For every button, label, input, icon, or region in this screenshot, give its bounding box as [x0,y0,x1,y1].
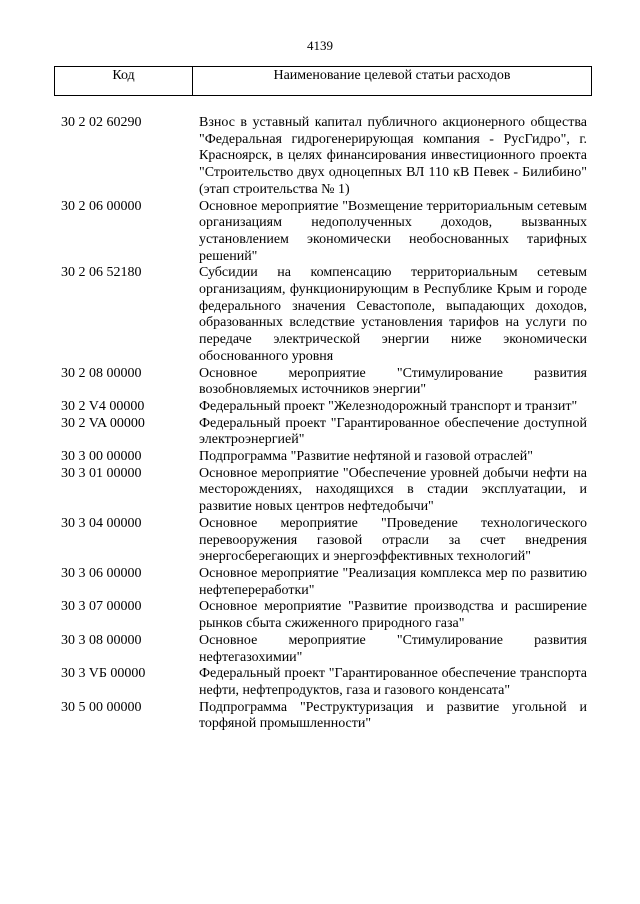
table-header [54,66,592,96]
row-code: 30 3 VБ 00000 [61,666,146,682]
row-name: Федеральный проект "Гарантированное обеспечение транспорта нефти, нефтепродуктов, газа и газового конденсата" [199,666,587,698]
row-code: 30 3 01 00000 [61,465,142,481]
table-row [61,633,587,666]
table-row [61,566,587,599]
row-code: 30 3 07 00000 [61,599,142,615]
table-row [61,199,587,266]
row-code: 30 3 00 00000 [61,449,142,465]
table-row [61,366,587,399]
row-name: Основное мероприятие "Развитие производства и расширение рынков сбыта сжиженного природного газа" [199,599,587,632]
row-name: Субсидии на компенсацию территориальным сетевым организациям, функционирующим в Республике Крым и городе федерального значения Севастополе, выпадающих доходов, образованных вследствие установления тарифов на услуги по передаче электрической энергии ниже экономически обоснованного уровня [199,265,587,364]
row-code: 30 2 08 00000 [61,365,142,381]
row-name: Основное мероприятие "Реализация комплекса мер по развитию нефтепереработки" [199,565,587,598]
row-name: Основное мероприятие "Обеспечение уровней добычи нефти на месторождениях, находящихся в стадии эксплуатации, и развитие новых центров нефтедобычи" [199,465,587,515]
row-name: Основное мероприятие "Стимулирование развития возобновляемых источников энергии" [199,365,587,398]
table-row [61,700,587,733]
table-row [61,265,587,365]
table-row [61,115,587,199]
header-name: Наименование целевой статьи расходов [273,68,511,83]
table-row [61,399,587,416]
row-code: 30 3 06 00000 [61,565,142,581]
row-name: Основное мероприятие "Стимулирование развития нефтегазохимии" [199,632,587,665]
table-row [61,466,587,516]
page-number: 4139 [307,38,333,53]
row-name: Подпрограмма "Реструктуризация и развитие угольной и торфяной промышленности" [199,699,587,732]
row-code: 30 2 V4 00000 [61,398,145,414]
row-name: Основное мероприятие "Возмещение территориальным сетевым организациям недополученных доходов, вызванных установлением экономически необоснованных тарифных решений" [199,198,587,264]
row-name: Подпрограмма "Развитие нефтяной и газовой отраслей" [199,449,533,465]
row-code: 30 2 06 52180 [61,265,142,281]
table-row [61,449,587,466]
row-name: Основное мероприятие "Проведение технологического перевооружения газовой отрасли за счет внедрения энергосберегающих и энергоэффективных технологий" [199,515,587,565]
table-row [61,516,587,566]
row-code: 30 2 02 60290 [61,115,142,130]
row-code: 30 5 00 00000 [61,699,142,715]
row-code: 30 2 VA 00000 [61,415,145,431]
row-name: Федеральный проект "Гарантированное обеспечение доступной электроэнергией" [199,415,587,448]
table-row [61,599,587,632]
row-code: 30 3 08 00000 [61,632,142,648]
table-row [61,416,587,449]
header-code: Код [55,67,193,95]
row-code: 30 2 06 00000 [61,198,142,214]
table-body [61,115,587,733]
row-name: Взнос в уставный капитал публичного акционерного общества "Федеральная гидрогенерирующая компания - РусГидро", г. Красноярск, в целях финансирования инвестиционного проекта "Строительство двух одноцепных ВЛ 110 кВ Певек - Билибино" (этап строительства № 1) [199,115,587,197]
row-code: 30 3 04 00000 [61,515,142,531]
row-name: Федеральный проект "Железнодорожный транспорт и транзит" [199,398,578,414]
table-row [61,666,587,699]
